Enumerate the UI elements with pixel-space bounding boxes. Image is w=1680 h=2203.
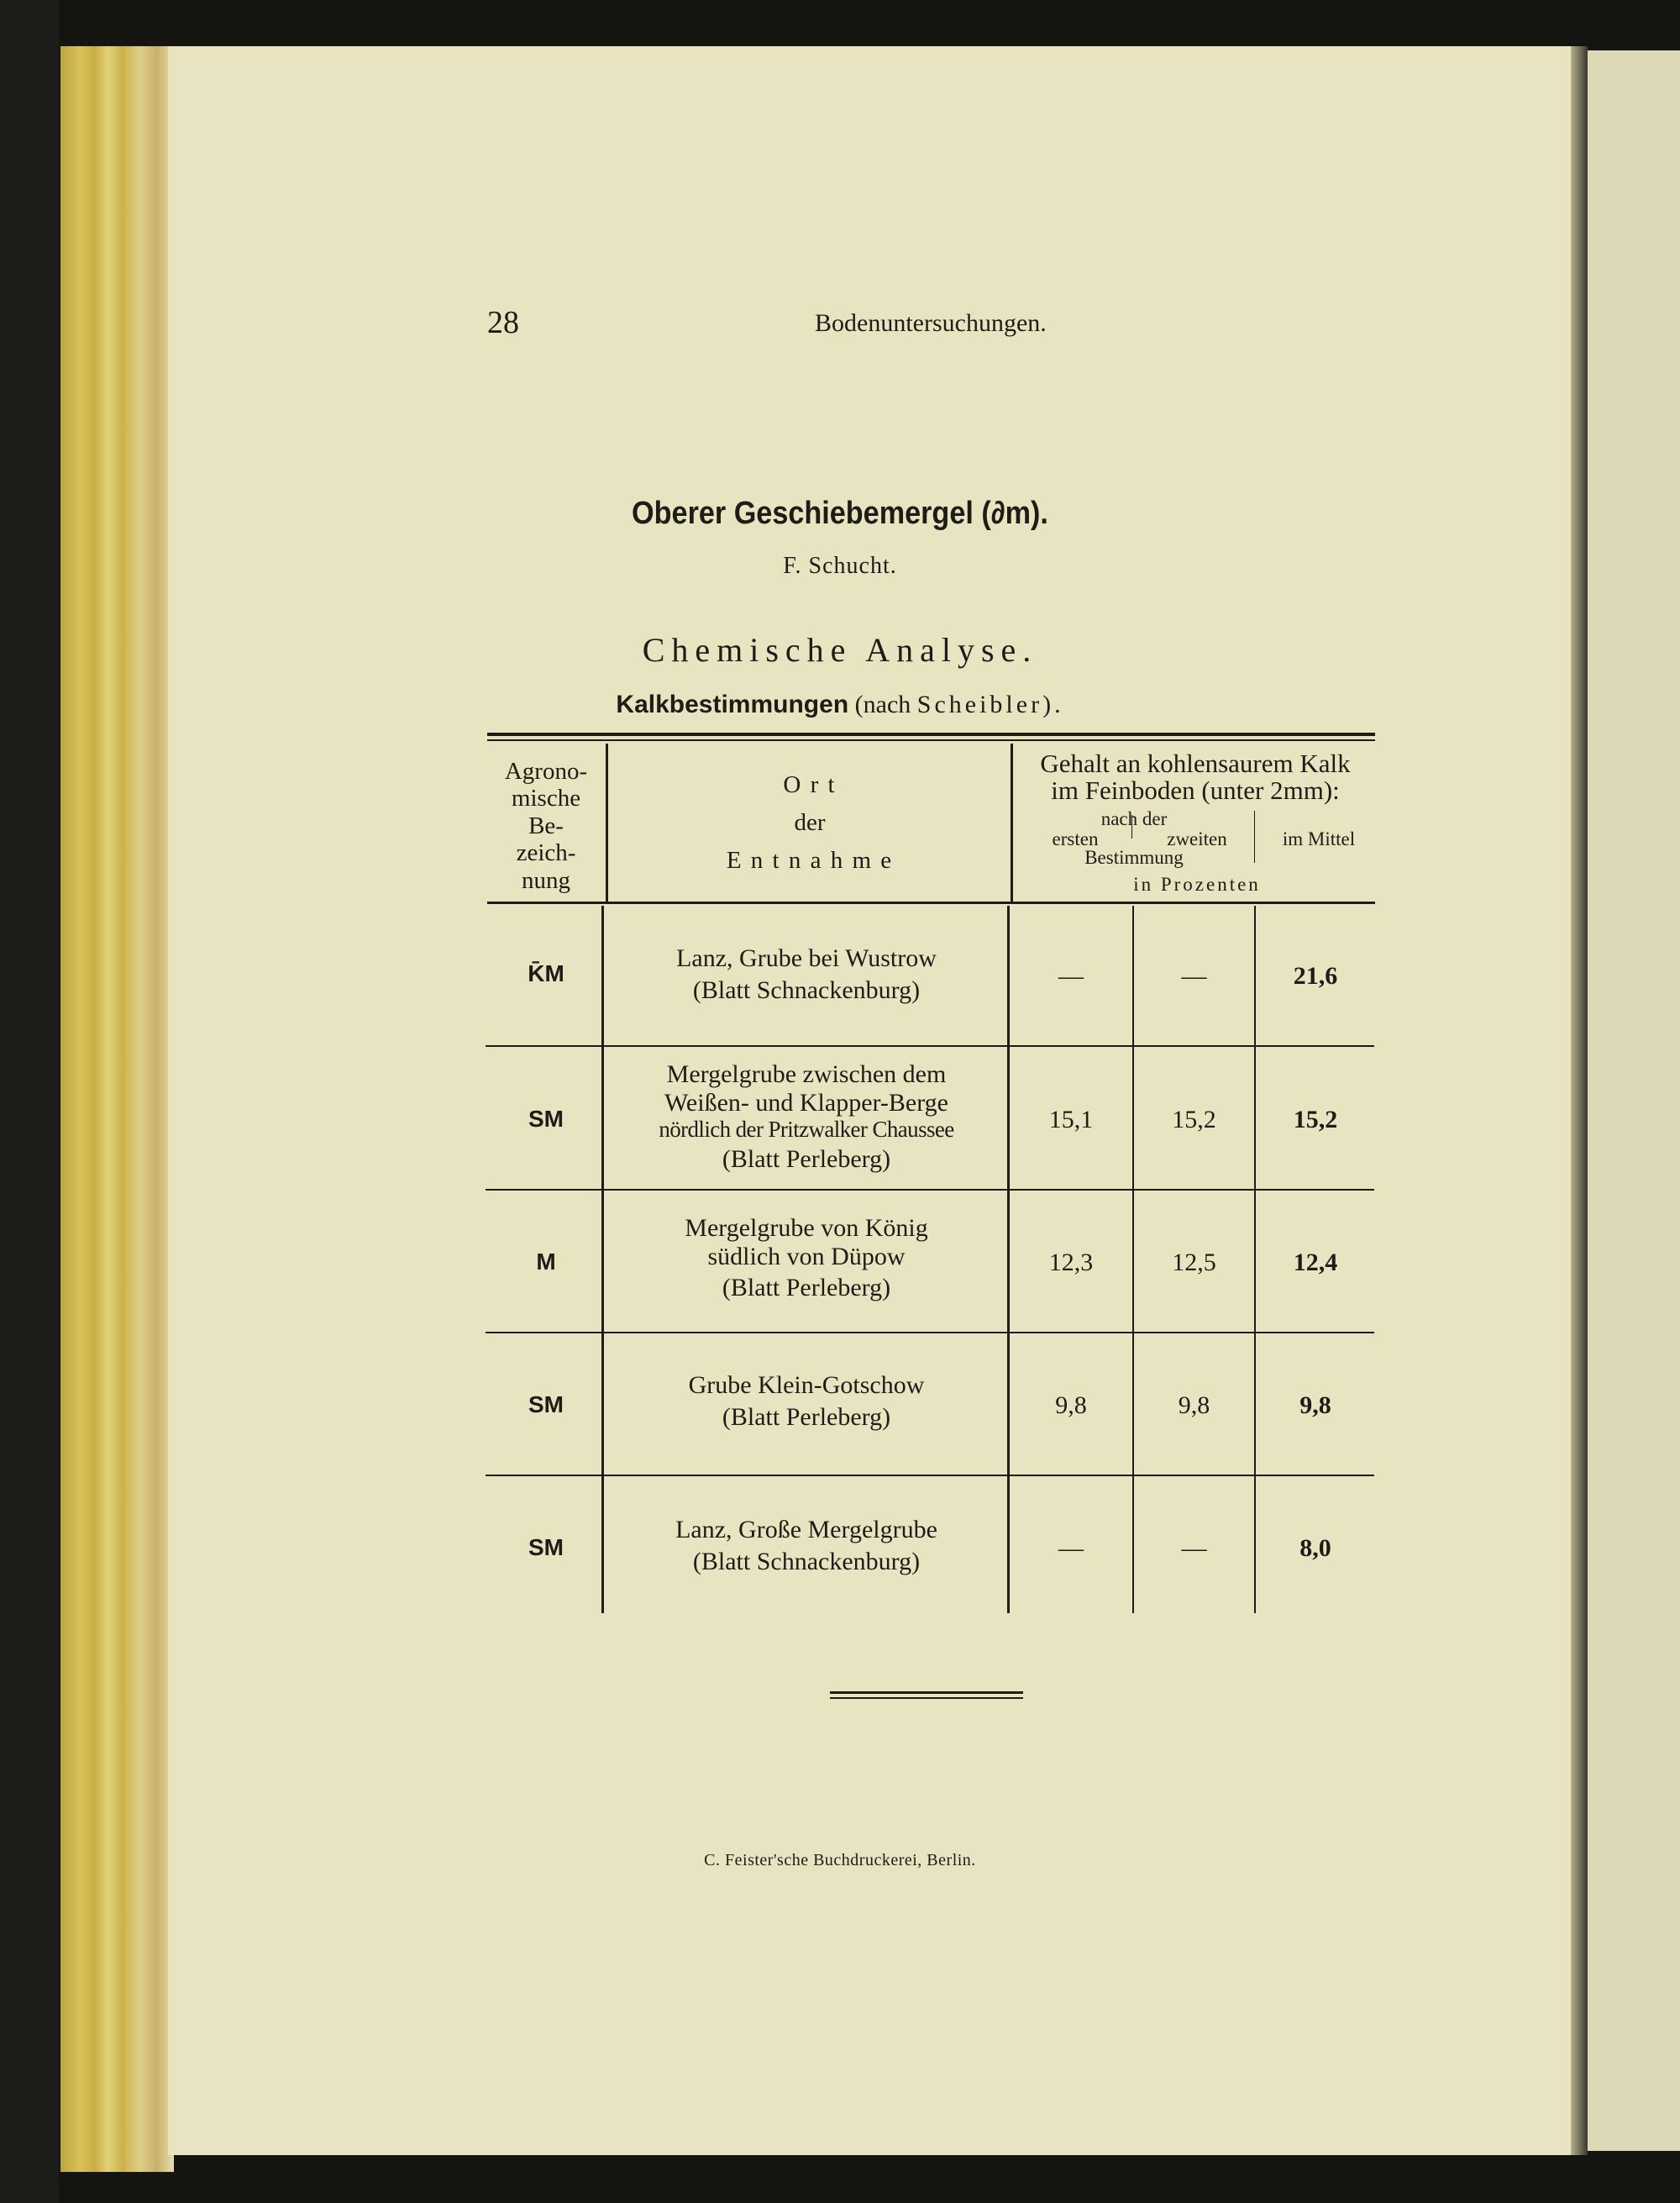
row5-erste: — [1058, 1534, 1084, 1562]
header-col1-line: zeich- [516, 839, 576, 867]
row5-ort [605, 1514, 1008, 1577]
subtitle: Chemische Analyse. [642, 631, 1038, 669]
row3-erste: 12,3 [1048, 1249, 1094, 1276]
row2-code: SM [528, 1106, 564, 1132]
facing-page [1588, 50, 1680, 2151]
row4-ort-line: Grube Klein-Gotschow [688, 1371, 925, 1399]
header-zweiten: zweiten [1167, 828, 1227, 849]
row-divider-2 [486, 1189, 1374, 1191]
page-number: 28 [487, 305, 519, 340]
row3-ort-line: südlich von Düpow [707, 1242, 906, 1270]
row3-code: M [536, 1249, 556, 1275]
row-divider-4 [486, 1475, 1374, 1476]
row5-zweite: — [1181, 1534, 1207, 1562]
row3-mittel: 12,4 [1293, 1249, 1338, 1276]
header-gehalt-line-2: im Feinboden (unter 2mm): [1051, 776, 1340, 805]
row3-ort [605, 1214, 1008, 1302]
row3-zweite: 12,5 [1172, 1249, 1216, 1276]
row2-ort-line: Weißen- und Klapper-Berge [664, 1088, 948, 1117]
row3-ort-line: (Blatt Perleberg) [722, 1274, 891, 1302]
header-ersten: ersten [1052, 828, 1099, 849]
header-bestimmung: Bestimmung [1084, 847, 1184, 868]
header-in-prozenten: in Prozenten [1133, 874, 1261, 895]
header-ort-der-entnahme [608, 766, 1011, 880]
row1-erste: — [1058, 962, 1084, 990]
row4-zweite: 9,8 [1178, 1391, 1210, 1419]
table-title-paren-open: (nach [854, 691, 911, 718]
row1-zweite: — [1181, 962, 1207, 990]
header-col1-line: Agrono- [504, 758, 588, 785]
table-title [0, 691, 1680, 719]
header-bottom-rule [487, 902, 1375, 904]
row4-code: SM [528, 1391, 564, 1417]
row4-erste: 9,8 [1055, 1391, 1087, 1419]
row2-ort [605, 1060, 1008, 1174]
row2-erste: 15,1 [1048, 1106, 1094, 1133]
subcol-divider-b-header [1254, 811, 1255, 863]
header-col2-line: O r t [783, 771, 837, 798]
row1-ort-line: (Blatt Schnackenburg) [692, 975, 921, 1004]
row5-ort-line: (Blatt Schnackenburg) [692, 1547, 921, 1575]
running-head: Bodenuntersuchungen. [815, 309, 1047, 337]
closing-rule-1 [830, 1691, 1023, 1694]
book-edge-left [0, 0, 59, 2203]
header-col2-line: der [794, 808, 826, 836]
row1-mittel: 21,6 [1293, 962, 1338, 990]
row5-mittel: 8,0 [1299, 1534, 1331, 1562]
printer-imprint: C. Feister'sche Buchdruckerei, Berlin. [704, 1851, 976, 1869]
row5-ort-line: Lanz, Große Mergelgrube [675, 1516, 937, 1543]
row2-ort-line: Mergelgrube zwischen dem [666, 1060, 947, 1088]
table-title-bold: Kalkbestimmungen [616, 691, 849, 718]
row2-ort-line: nördlich der Pritzwalker Chaussee [659, 1117, 954, 1143]
row4-ort [605, 1370, 1008, 1433]
header-agronomische-bezeichnung [487, 758, 605, 894]
section-title: Oberer Geschiebemergel (∂m). [632, 496, 1048, 531]
header-nach-der: nach der [1100, 808, 1168, 829]
closing-rule-2 [830, 1697, 1023, 1699]
row3-ort-line: Mergelgrube von König [685, 1214, 928, 1242]
row4-mittel: 9,8 [1299, 1391, 1331, 1419]
row-divider-3 [486, 1332, 1374, 1333]
header-im-mittel: im Mittel [1282, 828, 1356, 849]
row-divider-1 [486, 1045, 1374, 1047]
page-gutter-shadow [1571, 46, 1588, 2155]
row5-code: SM [528, 1534, 564, 1560]
header-col2-line: E n t n a h m e [726, 846, 894, 874]
table-top-rule-1 [487, 733, 1375, 736]
row2-zweite: 15,2 [1172, 1106, 1216, 1133]
row2-ort-line: (Blatt Perleberg) [722, 1145, 891, 1174]
author: F. Schucht. [783, 553, 897, 579]
row1-ort-line: Lanz, Grube bei Wustrow [676, 944, 937, 972]
table-top-rule-2 [487, 739, 1375, 741]
header-gehalt-line-1: Gehalt an kohlensaurem Kalk [1040, 749, 1351, 778]
header-col1-line: mische [511, 785, 581, 812]
header-col1-line: Be- [528, 812, 564, 839]
row2-mittel: 15,2 [1293, 1106, 1338, 1133]
table-title-name: Scheibler). [916, 691, 1064, 718]
header-col1-line: nung [522, 866, 570, 894]
row4-ort-line: (Blatt Perleberg) [722, 1402, 891, 1431]
row1-code: K̄M [528, 960, 564, 986]
row1-ort [605, 943, 1008, 1006]
